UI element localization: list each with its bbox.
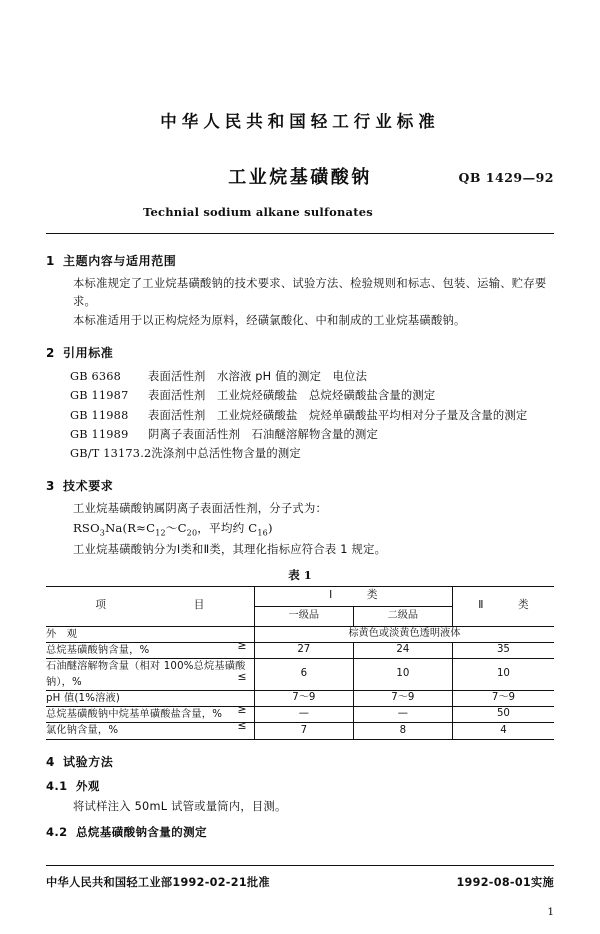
- row-item-label: 外 观: [46, 626, 254, 642]
- table-row: [46, 707, 554, 723]
- molecular-formula: [46, 519, 554, 540]
- row-value-grade2: —: [353, 707, 452, 723]
- section-3-number: 3: [46, 478, 55, 493]
- row-item-label: [46, 702, 254, 723]
- section-4-2-number: 4.2: [46, 825, 68, 840]
- table-row: [46, 690, 554, 706]
- row-value-class2: 7～9: [452, 690, 554, 706]
- masthead: [46, 0, 554, 234]
- header-grade-2: 二级品: [353, 606, 452, 626]
- specification-table: [46, 586, 554, 740]
- row-item-text: 石油醚溶解物含量（相对 100%总烷基磺酸钠），%: [46, 661, 246, 688]
- table-row: [46, 659, 554, 691]
- reference-text: 表面活性剂 工业烷烃磺酸盐 总烷烃磺酸盐含量的测定: [148, 389, 436, 403]
- approval-statement: 中华人民共和国轻工业部1992-02-21批准: [46, 876, 270, 889]
- row-item-text: pH 值(1%溶液): [46, 692, 121, 704]
- row-value-grade1: 6: [254, 659, 353, 691]
- section-4-2-heading: [46, 824, 554, 840]
- comparison-operator: ≤: [237, 670, 247, 684]
- section-2-title: 引用标准: [63, 345, 114, 360]
- header-class-2: Ⅱ 类: [452, 586, 554, 626]
- formula-subscript: 12: [155, 528, 166, 538]
- formula-subscript: 20: [186, 528, 198, 538]
- section-2-heading: [46, 344, 554, 361]
- reference-text: 洗涤剂中总活性物含量的测定: [151, 447, 301, 461]
- formula-part: Na(R≈C: [105, 521, 156, 536]
- section-4-title: 试验方法: [63, 754, 114, 769]
- row-item-label: [46, 659, 254, 691]
- section-1-paragraph-2: 本标准适用于以正构烷烃为原料，经磺氯酸化、中和制成的工业烷基磺酸钠。: [73, 314, 466, 328]
- header-grade-1: 一级品: [254, 606, 353, 626]
- section-3-paragraph-1: 工业烷基磺酸钠属阴离子表面活性剂，分子式为：: [73, 501, 328, 515]
- list-item: [70, 406, 554, 425]
- comparison-operator: ≤: [237, 719, 247, 733]
- section-4-2-title: 总烷基磺酸钠含量的测定: [76, 825, 207, 840]
- header-item: 项 目: [46, 586, 254, 626]
- section-4-1-heading: [46, 778, 554, 794]
- list-item: [70, 367, 554, 386]
- section-2-number: 2: [46, 345, 55, 360]
- list-item: [70, 425, 554, 444]
- row-value-grade2: 10: [353, 659, 452, 691]
- row-value-grade1: —: [254, 707, 353, 723]
- national-standard-title: 中华人民共和国轻工行业标准: [160, 112, 440, 131]
- row-value-class2: 10: [452, 659, 554, 691]
- page-number: 1: [547, 906, 554, 918]
- formula-subscript: 16: [257, 528, 268, 538]
- section-1-heading: [46, 252, 554, 269]
- reference-code: GB/T 13173.2: [70, 447, 152, 461]
- table-row: [46, 642, 554, 658]
- reference-text: 阴离子表面活性剂 石油醚溶解物含量的测定: [148, 427, 378, 441]
- list-item: [70, 444, 554, 463]
- section-4-1-paragraph: 将试样注入 50mL 试管或量筒内，目测。: [73, 799, 287, 813]
- formula-subscript: 3: [99, 528, 106, 538]
- section-3-paragraph-2: 工业烷基磺酸钠分为Ⅰ类和Ⅱ类，其理化指标应符合表 1 规定。: [73, 543, 387, 557]
- title-row: [46, 165, 554, 191]
- row-value-grade1: 7～9: [254, 690, 353, 706]
- comparison-operator: ≥: [237, 702, 247, 716]
- section-1-number: 1: [46, 253, 55, 268]
- section-4-heading: [46, 753, 554, 770]
- table-row: [46, 723, 554, 739]
- row-value-grade2: 7～9: [353, 690, 452, 706]
- reference-code: GB 11989: [70, 427, 129, 441]
- section-3-title: 技术要求: [63, 478, 114, 493]
- row-value-grade2: 24: [353, 642, 452, 658]
- row-value-all: 棕黄色或淡黄色透明液体: [254, 626, 554, 642]
- header-class-1: Ⅰ 类: [254, 586, 452, 606]
- standard-code: QB 1429—92: [458, 169, 554, 185]
- table-header-row-1: [46, 586, 554, 606]
- row-value-class2: 4: [452, 723, 554, 739]
- list-item: [70, 386, 554, 405]
- formula-part: ，平均约 C: [197, 521, 258, 536]
- comparison-operator: ≥: [237, 638, 247, 652]
- row-value-grade2: 8: [353, 723, 452, 739]
- section-4-number: 4: [46, 754, 55, 769]
- table-body: [46, 626, 554, 739]
- masthead-divider: [46, 233, 554, 234]
- row-item-label: [46, 690, 254, 706]
- section-4-1-title: 外观: [76, 778, 100, 793]
- row-value-class2: 50: [452, 707, 554, 723]
- reference-code: GB 6368: [70, 369, 122, 383]
- row-value-grade1: 27: [254, 642, 353, 658]
- table-caption: 表 1: [288, 567, 312, 582]
- row-value-grade1: 7: [254, 723, 353, 739]
- row-item-text: 总烷基磺酸钠含量，%: [46, 644, 150, 656]
- reference-text: 表面活性剂 工业烷烃磺酸盐 烷烃单磺酸盐平均相对分子量及含量的测定: [148, 408, 528, 422]
- row-item-text: 氯化钠含量，%: [46, 725, 119, 737]
- section-1-paragraph-1: 本标准规定了工业烷基磺酸钠的技术要求、试验方法、检验规则和标志、包装、运输、贮存要求。: [73, 276, 547, 309]
- formula-part: RSO: [73, 521, 100, 536]
- row-item-label: [46, 719, 254, 739]
- formula-part: ): [267, 521, 273, 536]
- document-title: 工业烷基磺酸钠: [228, 166, 372, 188]
- section-4-1-number: 4.1: [46, 778, 68, 793]
- reference-text: 表面活性剂 水溶液 pH 值的测定 电位法: [148, 369, 368, 383]
- footer-divider: [46, 865, 554, 866]
- table-header: [46, 586, 554, 626]
- section-3-heading: [46, 477, 554, 494]
- english-title: Technial sodium alkane sulfonates: [143, 204, 373, 219]
- reference-code: GB 11988: [70, 408, 129, 422]
- effective-date: 1992-08-01实施: [456, 876, 554, 889]
- reference-code: GB 11987: [70, 389, 129, 403]
- table-row: [46, 626, 554, 642]
- formula-part: ～C: [165, 521, 187, 536]
- row-item-text: 总烷基磺酸钠中烷基单磺酸盐含量，%: [46, 709, 223, 721]
- row-value-class2: 35: [452, 642, 554, 658]
- page-footer: [46, 874, 554, 890]
- section-1-title: 主题内容与适用范围: [63, 253, 177, 268]
- row-item-label: [46, 638, 254, 658]
- document-content: [46, 252, 554, 840]
- referenced-standards-list: [46, 367, 554, 464]
